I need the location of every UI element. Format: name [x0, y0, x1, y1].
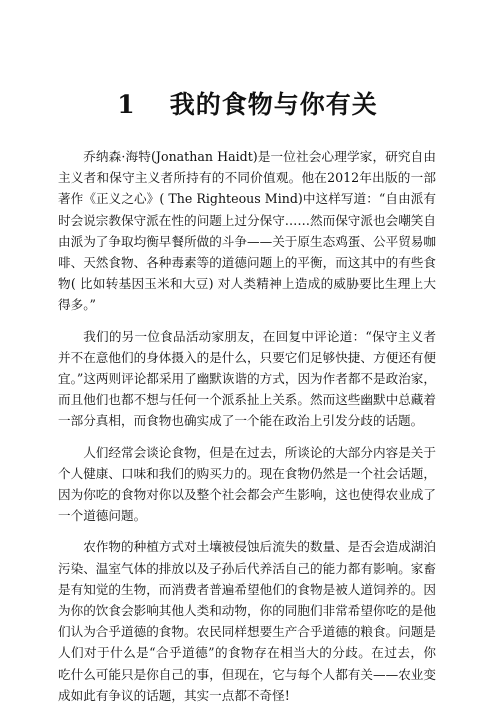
paragraph-1: 乔纳森·海特(Jonathan Haidt)是一位社会心理学家，研究自由主义者和保守主义者所持有的不同价值观。他在2012年出版的一部著作《正义之心》( The Righteous Mind)中这样写道：“自由派有时会说宗教保守派在性的问题上过分保守……然而保守派也会嘲笑自由派为了争取均衡早餐所做的斗争——关于原生态鸡蛋、公平贸易咖啡、天然食物、各种毒素等的道德问题上的平衡，而这其中的有些食物( 比如转基因玉米和大豆) 对人类精神上造成的威胁要比生理上大得多。” — [58, 149, 436, 313]
chapter-number: 1 — [117, 89, 136, 119]
paragraph-4: 农作物的种植方式对土壤被侵蚀后流失的数量、是否会造成湖泊污染、温室气体的排放以及子孙后代养活自己的能力都有影响。家畜是有知觉的生物，而消费者普遍希望他们的食物是被人道饲养的。因为你的饮食会影响其他人类和动物，你的同胞们非常希望你吃的是他们认为合乎道德的食物。农民同样想要生产合乎道德的粮食。问题是人们对于什么是“合乎道德”的食物存在相当大的分歧。在过去，你吃什么可能只是你自己的事，但现在，它与每个人都有关——农业变成如此有争议的话题，其实一点都不奇怪! — [58, 539, 436, 703]
chapter-title-text: 我的食物与你有关 — [169, 89, 378, 119]
paragraph-3: 人们经常会谈论食物，但是在过去，所谈论的大部分内容是关于个人健康、口味和我们的购买力的。现在食物仍然是一个社会话题，因为你吃的食物对你以及整个社会都会产生影响，这也使得农业成了一个道德问题。 — [58, 444, 436, 524]
chapter-title — [0, 89, 495, 121]
paragraph-2: 我们的另一位食品活动家朋友，在回复中评论道：“保守主义者并不在意他们的身体摄入的是什么，只要它们足够快捷、方便还有便宜。”这两则评论都采用了幽默诙谐的方式，因为作者都不是政治家，而且他们也都不想与任何一个派系扯上关系。然而这些幽默中总藏着一部分真相，而食物也确实成了一个能在政治上引发分歧的话题。 — [58, 328, 436, 429]
body-text — [58, 146, 436, 716]
